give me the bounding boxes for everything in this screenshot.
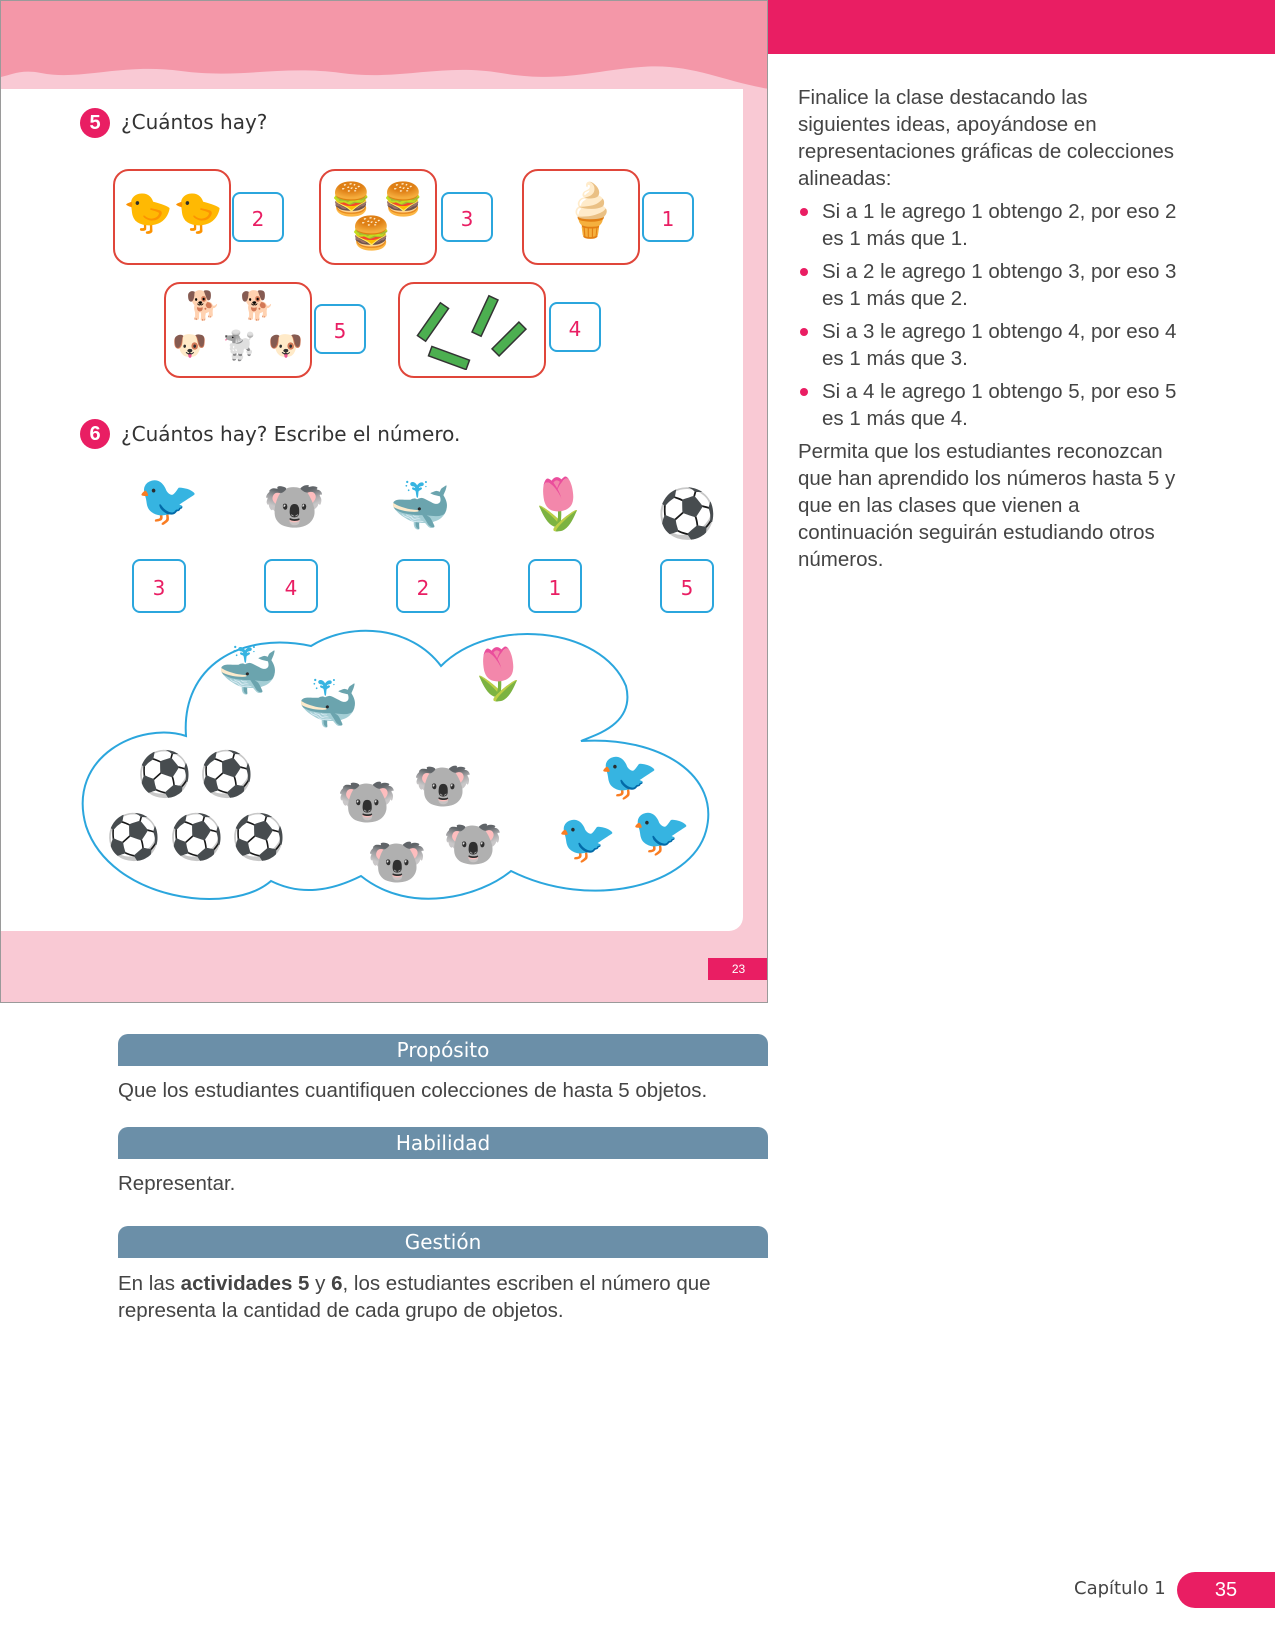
soccer-ball-icon: ⚽ [199,750,254,799]
bird-icon: 🐦 [599,750,659,803]
burger-icon: 🍔 [351,215,391,251]
burger-icon: 🍔 [331,181,371,217]
answer-box[interactable]: 2 [396,559,450,613]
pencils-illustration [410,290,534,370]
answer-box[interactable]: 1 [528,559,582,613]
proposito-body: Que los estudiantes cuantifiquen colecciones de hasta 5 objetos. [118,1079,708,1102]
guide-text [798,84,1178,573]
tulip-icon: 🌷 [467,646,530,702]
whale-icon: 🐳 [389,478,452,534]
koala-icon: 🐨 [263,478,326,534]
group-pencils [398,282,546,378]
whale-icon: 🐳 [297,676,360,732]
activity-5-question: ¿Cuántos hay? [121,110,268,134]
guide-bullet: Si a 2 le agrego 1 obtengo 3, por eso 3 es 1 más que 2. [798,258,1178,312]
answer-box[interactable]: 1 [642,192,694,242]
bird-icon: 🐦 [631,806,691,859]
gestion-text: , los estudiantes escriben el número que representa la cantidad de cada grupo de objetos. [118,1272,711,1322]
answer-box[interactable]: 5 [314,304,366,354]
tulip-icon: 🌷 [527,476,590,532]
student-page-image [0,0,768,1003]
activity-6-question: ¿Cuántos hay? Escribe el número. [121,422,461,446]
guide-bullet: Si a 3 le agrego 1 obtengo 4, por eso 4 es 1 más que 3. [798,318,1178,372]
chapter-label: Capítulo 1 [1074,1578,1166,1599]
whale-icon: 🐳 [217,643,280,699]
group-ice-cream [522,169,640,265]
answer-box[interactable]: 2 [232,192,284,242]
group-burgers [319,169,437,265]
dog-icon: 🐶 [172,330,207,361]
answer-box[interactable]: 3 [441,192,493,242]
guide-bullets [798,198,1178,432]
guide-closing: Permita que los estudiantes reconozcan que han aprendido los números hasta 5 y que en las clases que vienen a continuación seguirán estudiando otros números. [798,440,1176,571]
dog-icon: 🐶 [268,330,303,361]
answer-box[interactable]: 3 [132,559,186,613]
soccer-ball-icon: ⚽ [231,813,286,862]
chick-icon: 🐤 [173,191,223,235]
soccer-ball-icon: ⚽ [106,813,161,862]
top-accent-bar [768,0,1275,54]
answer-box[interactable]: 4 [264,559,318,613]
dog-icon: 🐩 [222,330,257,361]
activity-5-badge: 5 [80,108,110,138]
bird-icon: 🐦 [137,472,200,528]
ice-cream-icon: 🍦 [558,182,623,240]
bird-icon: 🐦 [557,813,617,866]
guide-bullet: Si a 1 le agrego 1 obtengo 2, por eso 2 es 1 más que 1. [798,198,1178,252]
proposito-header: Propósito [118,1034,768,1066]
gestion-bold-activities: actividades 5 [180,1272,310,1295]
guide-bullet: Si a 4 le agrego 1 obtengo 5, por eso 5 es 1 más que 4. [798,378,1178,432]
habilidad-body: Representar. [118,1172,236,1195]
group-chicks [113,169,231,265]
gestion-bold-number: 6 [331,1272,343,1295]
koala-icon: 🐨 [413,760,473,813]
dog-icon: 🐕 [240,290,275,321]
koala-icon: 🐨 [443,818,503,871]
soccer-ball-icon: ⚽ [657,488,717,541]
soccer-ball-icon: ⚽ [169,813,224,862]
guide-intro: Finalice la clase destacando las siguientes ideas, apoyándose en representaciones gráficas de colecciones alineadas: [798,86,1175,190]
student-page-number: 23 [708,958,768,980]
habilidad-header: Habilidad [118,1127,768,1159]
burger-icon: 🍔 [383,181,423,217]
koala-icon: 🐨 [337,776,397,829]
gestion-text: y [309,1272,332,1295]
answer-box[interactable]: 4 [549,302,601,352]
page-number: 35 [1177,1572,1275,1608]
gestion-text: En las [118,1272,181,1295]
top-wave-banner [1,1,768,91]
gestion-header: Gestión [118,1226,768,1258]
dog-icon: 🐕 [186,290,221,321]
koala-icon: 🐨 [367,836,427,889]
chick-icon: 🐤 [123,191,173,235]
group-dogs [164,282,312,378]
activity-6-badge: 6 [80,419,110,449]
answer-box[interactable]: 5 [660,559,714,613]
soccer-ball-icon: ⚽ [137,750,192,799]
gestion-body [118,1270,768,1324]
